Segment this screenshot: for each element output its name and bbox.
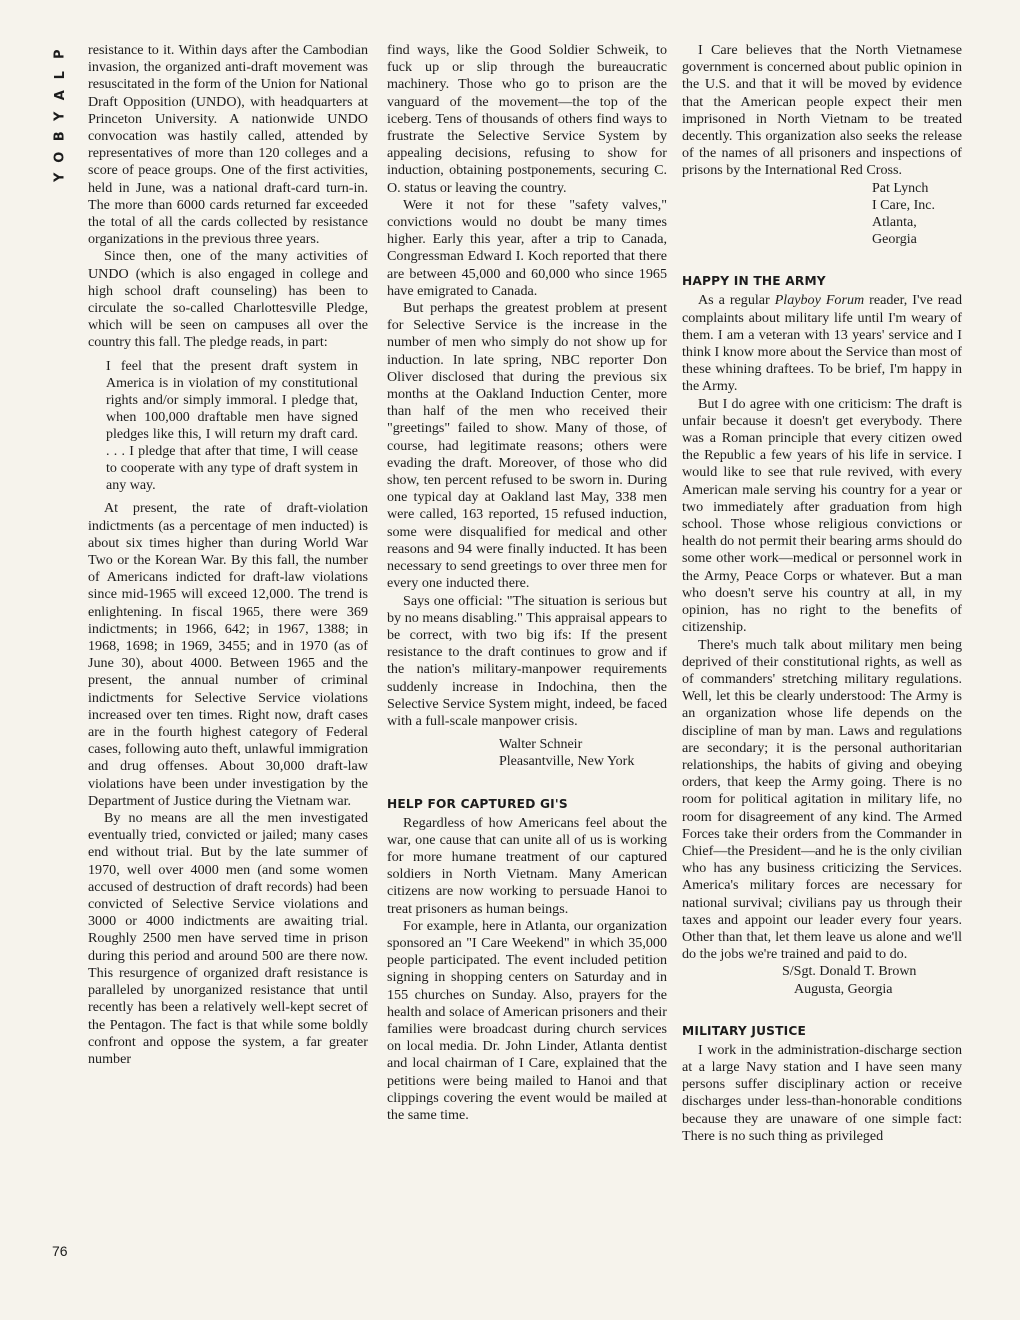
paragraph: By no means are all the men investigated eventually tried, convicted or jailed; many cases end without trial. But by the late summer of 1970, well over 4000 men (and some women accused of destruction of draft records) had been convicted of Selective Service violations and 3000 or 4000 indictments are awaiting trial. Roughly 2500 men have served time in prison during this period and around 500 are there now. This resurgence of organized draft resistance is paralleled by unorganized resistance that until recently has been a relatively well-kept secret of the Pentagon. The fact is that while some boldly confront and oppose the system, a far greater number <box>88 810 368 1067</box>
brand-letter: L <box>52 70 68 79</box>
column-3 <box>682 42 962 1145</box>
text-run: As a regular <box>698 292 775 309</box>
brand-letter: Y <box>52 111 68 121</box>
signature-name: S/Sgt. Donald T. Brown <box>782 964 917 980</box>
section-heading: MILITARY JUSTICE <box>682 1023 807 1038</box>
signature-name: Walter Schneir <box>499 737 583 753</box>
signature-place: Pleasantville, New York <box>499 754 635 770</box>
paragraph: I Care believes that the North Vietnamese government is concerned about public opinion in the U.S. and that it will be moved by evidence that the American people expect their men imprisoned in North Vietnam to be treated decently. This organization also seeks the release of the names of all prisoners and inspections of prisons by the International Red Cross. <box>682 42 962 179</box>
paragraph: resistance to it. Within days after the Cambodian invasion, the organized anti-draft movement was resuscitated in the form of the Union for National Draft Opposition (UNDO), with headquarters at Princeton University. A nationwide UNDO convocation was hastily called, attended by representatives of more than 120 colleges and a score of peace groups. One of the first activities, held in June, was a national draft-card turn-in. The more than 6000 cards returned far exceeded the total of all the cards collected by resistance organizations in the previous three years. <box>88 42 368 248</box>
brand-letter: O <box>52 151 68 163</box>
signature-org: I Care, Inc. <box>872 197 935 213</box>
signature-place: Augusta, Georgia <box>794 981 893 997</box>
section-heading: HELP FOR CAPTURED GI'S <box>387 796 568 811</box>
magazine-brand-vertical <box>47 44 75 188</box>
paragraph: I work in the administration-discharge section at a large Navy station and I have seen many persons suffer disciplinary action or receive discharges under less-than-honorable conditions because they are unaware of one simple fact: There is no such thing as privileged <box>682 1041 962 1144</box>
paragraph: At present, the rate of draft-violation indictments (as a percentage of men inducted) is about six times higher than during World War Two or the Korean War. By this fall, the number of Americans indicted for draft-law violations since mid-1965 will exceed 12,000. The trend is enlightening. In fiscal 1965, there were 369 indictments; in 1966, 642; in 1967, 1388; in 1968, 1698; in 1969, 3455; and in 1970 (as of June 30), about 4000. Between 1965 and the present, the annual number of criminal indictments for Selective Service violations increased over ten times. Right now, draft cases are in the fourth highest category of Federal cases, following auto theft, unlawful immigration and drug offenses. About 30,000 draft-law violations have been under investigation by the Department of Justice during the Vietnam war. <box>88 500 368 809</box>
brand-letter: A <box>52 90 68 101</box>
text-run: reader, I've read complaints about military life until I'm weary of them. I am a veteran with 13 years' service and I think I know more about the Service than most of these whining draftees. To be brief, I'm happy in the Army. <box>682 292 962 395</box>
page-number: 76 <box>52 1243 68 1259</box>
magazine-title: Playboy Forum <box>774 292 865 309</box>
column-1 <box>88 42 368 1068</box>
paragraph: Says one official: "The situation is serious but by no means disabling." This appraisal appears to be correct, with two big ifs: If the present resistance to the draft continues to grow and if the nation's military-manpower requirements suddenly increase in Indochina, then the Selective Service System might, indeed, be faced with a full-scale manpower crisis. <box>387 592 667 729</box>
paragraph: But I do agree with one criticism: The draft is unfair because it doesn't get everybody. There was a Roman principle that every citizen owed the Republic a few years of his life in service. I would like to see that rule revived, with every American male serving his country for a year or two immediately after graduation from high school. Those whose religious convictions or health do not permit their bearing arms should do some other work—medical or personnel work in the Army, Peace Corps or whatever. But a man who doesn't serve his country at all, in my opinion, has no right to the benefits of citizenship. <box>682 395 962 636</box>
paragraph <box>682 292 962 395</box>
paragraph: Regardless of how Americans feel about the war, one cause that can unite all of us is working for more humane treatment of our captured soldiers in North Vietnam. Many American citizens are now working to persuade Hanoi to treat prisoners as human beings. <box>387 814 667 917</box>
signature-place: Atlanta, Georgia <box>872 215 917 248</box>
pledge-quote: I feel that the present draft system in America is in violation of my constitutional rights and/or simply immoral. I pledge that, when 100,000 draftable men have signed pledges like this, I will return my draft card. . . . I pledge that after that time, I will cease to cooperate with any type of draft system in any way. <box>106 358 358 494</box>
brand-letter: B <box>52 131 68 142</box>
column-2 <box>387 42 667 1124</box>
paragraph: Were it not for these "safety valves," convictions would no doubt be many times higher. Early this year, after a trip to Canada, Congressman Edward I. Koch reported that there are between 45,000 and 60,000 who since 1965 have emigrated to Canada. <box>387 196 667 299</box>
paragraph: But perhaps the greatest problem at present for Selective Service is the increase in the number of men who simply do not show up for induction. In late spring, NBC reporter Don Oliver disclosed that during the previous six months at the Oakland Induction Center, more than half of the men who received their "greetings" failed to show. Many of those, of course, had legitimate reasons; others were evading the draft. Moreover, of those who did show, ten percent refused to be sworn in. During one typical day at Oakland last May, 338 men were called, 163 reported, 15 refused induction, some were disqualified for medical and other reasons and 94 were finally inducted. It has been necessary to send greetings to over three men for every one inducted there. <box>387 300 667 592</box>
paragraph: For example, here in Atlanta, our organization sponsored an "I Care Weekend" in which 35,000 people participated. The event included petition signing in shopping centers on Saturday and in 155 churches on Sunday. Also, prayers for the health and solace of American prisoners and their families were broadcast during church services on local media. Dr. John Linder, Atlanta dentist and local chairman of I Care, explained that the petitions were being mailed to Hanoi and that clippings covering the event would be mailed at the same time. <box>387 917 667 1123</box>
signature-name: Pat Lynch <box>872 180 929 196</box>
brand-letter: P <box>52 49 68 60</box>
section-heading: HAPPY IN THE ARMY <box>682 274 826 289</box>
brand-letter: Y <box>52 172 68 182</box>
paragraph: Since then, one of the many activities of UNDO (which is also engaged in college and high school draft counseling) has been to circulate the so-called Charlottesville Pledge, which will be seen on campuses all over the country this fall. The pledge reads, in part: <box>88 248 368 351</box>
paragraph: find ways, like the Good Soldier Schweik, to fuck up or slip through the bureaucratic machinery. Those who go to prison are the vanguard of the movement—the top of the iceberg. Tens of thousands of others find ways to frustrate the Selective Service System by appealing decisions, refusing to show for induction, obtaining postponements, securing C. O. status or leaving the country. <box>387 42 667 196</box>
paragraph: There's much talk about military men being deprived of their constitutional rights, as well as of commanders' stretching military regulations. Well, let this be clearly understood: The Army is an organization whose life depends on the discipline of man by man. Laws and regulations are secondary; it is the personal authoritarian relationships, the habits of giving and obeying orders, that keep the Army going. There is no room for political agitation in military life, no room for disagreement of any kind. The Armed Forces take their orders from the Commander in Chief—the President—and he is the only civilian who has any business criticizing the Services. America's military forces are necessary for national survival; civilians pay us through their taxes and appoint our leader every four years. Other than that, let them leave us alone and we'll do the jobs we're trained and paid to do. <box>682 636 962 963</box>
